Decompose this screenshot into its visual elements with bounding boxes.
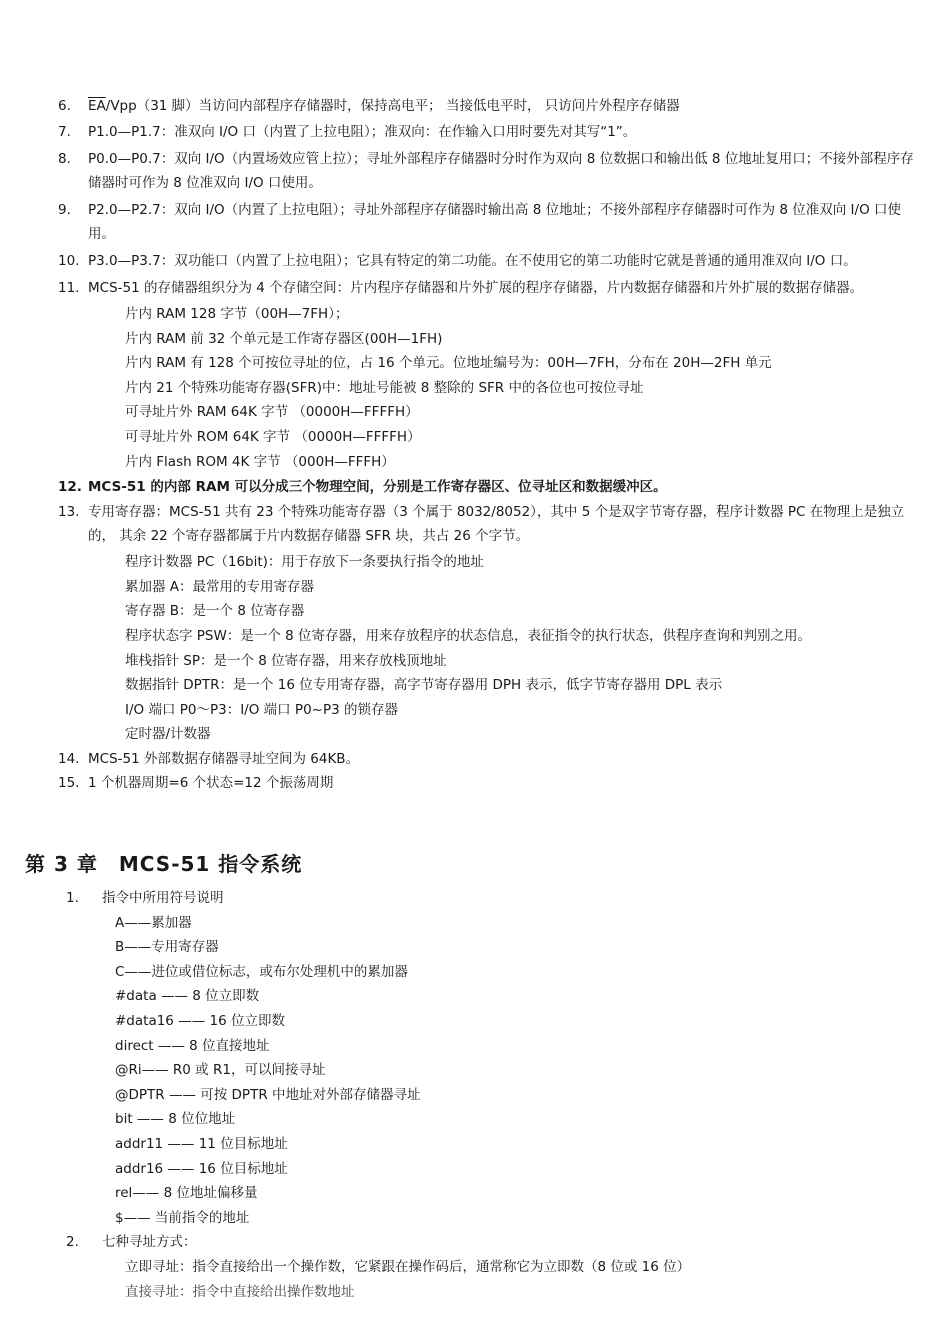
item-number: 15. xyxy=(58,774,80,791)
memory-note: 可寻址片外 ROM 64K 字节 （0000H—FFFFH） xyxy=(125,428,421,445)
notes-list-chapter2 xyxy=(0,94,950,795)
memory-note: 片内 RAM 有 128 个可按位寻址的位，占 16 个单元。位地址编号为：00H—7FH，分布在 20H—2FH 单元 xyxy=(125,355,772,372)
memory-note: 片内 Flash ROM 4K 字节 （000H—FFFH） xyxy=(125,453,395,470)
register-note: 定时器/计数器 xyxy=(125,726,211,743)
list-item-11 xyxy=(0,276,950,300)
symbol-entry: addr11 —— 11 位目标地址 xyxy=(115,1135,288,1152)
memory-note: 片内 RAM 前 32 个单元是工作寄存器区(00H—1FH) xyxy=(125,330,443,347)
register-notes xyxy=(0,550,950,747)
chapter-heading: 第 3 章 MCS-51 指令系统 xyxy=(25,852,303,876)
item-number: 12. xyxy=(58,479,82,496)
item-text: P1.0—P1.7：准双向 I/O 口（内置了上拉电阻）；准双向：在作输入口用时要先对其写“1”。 xyxy=(88,124,637,140)
item-number: 6. xyxy=(58,98,71,114)
item-number: 10. xyxy=(58,253,80,269)
item-text: MCS-51 的存储器组织分为 4 个存储空间：片内程序存储器和片外扩展的程序存储器，片内数据存储器和片外扩展的数据存储器。 xyxy=(88,280,864,296)
memory-note: 片内 RAM 128 字节（00H—7FH）； xyxy=(125,306,349,322)
symbol-entry: direct —— 8 位直接地址 xyxy=(115,1037,270,1054)
symbol-entry: rel—— 8 位地址偏移量 xyxy=(115,1185,258,1202)
list-item-9 xyxy=(0,198,950,246)
symbol-entry: #data —— 8 位立即数 xyxy=(115,988,260,1005)
item-text: MCS-51 外部数据存储器寻址空间为 64KB。 xyxy=(88,750,360,767)
register-note: 累加器 A：最常用的专用寄存器 xyxy=(125,578,315,595)
list-item-14 xyxy=(0,747,950,771)
symbol-entry: @Ri—— R0 或 R1，可以间接寻址 xyxy=(115,1062,326,1079)
item-text: MCS-51 的内部 RAM 可以分成三个物理空间，分别是工作寄存器区、位寻址区和数据缓冲区。 xyxy=(88,479,667,496)
list-item-8 xyxy=(0,147,950,195)
symbol-entry: addr16 —— 16 位目标地址 xyxy=(115,1160,288,1177)
register-note: 数据指针 DPTR：是一个 16 位专用寄存器，高字节寄存器用 DPH 表示，低字节寄存器用 DPL 表示 xyxy=(125,677,723,694)
ea-overline-label: $\overline{EA}$ xyxy=(88,98,106,114)
symbol-entry: bit —— 8 位位地址 xyxy=(115,1111,236,1128)
symbol-entry: C——进位或借位标志，或布尔处理机中的累加器 xyxy=(115,963,408,980)
register-note: 程序状态字 PSW：是一个 8 位寄存器，用来存放程序的状态信息，表征指令的执行状态，供程序查询和判别之用。 xyxy=(125,627,812,644)
cut-off-line: 直接寻址：指令中直接给出操作数地址 xyxy=(125,1283,355,1300)
item-text: P2.0—P2.7：双向 I/O（内置了上拉电阻）；寻址外部程序存储器时输出高 8 位地址；不接外部程序存储器时可作为 8 位准双向 I/O 口使用。 xyxy=(88,202,901,242)
item-text: 七种寻址方式： xyxy=(102,1234,197,1251)
memory-note: 片内 21 个特殊功能寄存器(SFR)中：地址号能被 8 整除的 SFR 中的各位也可按位寻址 xyxy=(125,379,644,396)
list-item-12 xyxy=(0,475,950,499)
register-note: I/O 端口 P0～P3：I/O 端口 P0~P3 的锁存器 xyxy=(125,701,398,718)
item-number: 9. xyxy=(58,202,71,218)
item-text: 1 个机器周期=6 个状态=12 个振荡周期 xyxy=(88,774,334,791)
item-text: 指令中所用符号说明 xyxy=(102,890,224,906)
symbol-entry: $—— 当前指令的地址 xyxy=(115,1209,250,1226)
memory-note: 可寻址片外 RAM 64K 字节 （0000H—FFFFH） xyxy=(125,404,419,421)
notes-list-chapter3 xyxy=(0,886,950,1300)
list-item-7 xyxy=(0,120,950,144)
item-text: P3.0—P3.7：双功能口（内置了上拉电阻）；它具有特定的第二功能。在不使用它的第二功能时它就是普通的通用准双向 I/O 口。 xyxy=(88,253,857,269)
item-text: P0.0—P0.7：双向 I/O（内置场效应管上拉）；寻址外部程序存储器时分时作为双向 8 位数据口和输出低 8 位地址复用口；不接外部程序存储器时可作为 8 位准双向 I/O 口使用。 xyxy=(88,151,914,191)
item-number: 14. xyxy=(58,750,80,767)
symbol-entry: A——累加器 xyxy=(115,914,192,931)
list-item-13 xyxy=(0,500,950,548)
addressing-mode: 立即寻址：指令直接给出一个操作数，它紧跟在操作码后，通常称它为立即数（8 位或 16 位） xyxy=(125,1258,691,1275)
item-number: 8. xyxy=(58,151,71,167)
symbol-entry: @DPTR —— 可按 DPTR 中地址对外部存储器寻址 xyxy=(115,1086,421,1103)
symbol-list xyxy=(0,911,950,1231)
item-number: 1. xyxy=(66,890,79,906)
symbol-entry: #data16 —— 16 位立即数 xyxy=(115,1012,285,1029)
list-item-10 xyxy=(0,249,950,273)
memory-notes xyxy=(0,302,950,474)
item-text: 专用寄存器：MCS-51 共有 23 个特殊功能寄存器（3 个属于 8032/8052），其中 5 个是双字节寄存器，程序计数器 PC 在物理上是独立的， 其余 22 个寄存器都属于片内数据存储器 SFR 块，共占 26 个字节。 xyxy=(88,504,905,545)
register-note: 寄存器 B：是一个 8 位寄存器 xyxy=(125,603,305,620)
item-number: 13. xyxy=(58,504,80,521)
item-number: 11. xyxy=(58,280,80,296)
item-number: 7. xyxy=(58,124,71,140)
item-number: 2. xyxy=(66,1234,79,1251)
register-note: 堆栈指针 SP：是一个 8 位寄存器，用来存放栈顶地址 xyxy=(125,652,447,669)
register-note: 程序计数器 PC（16bit)：用于存放下一条要执行指令的地址 xyxy=(125,554,484,571)
list-item-15 xyxy=(0,771,950,795)
list-item-2 xyxy=(0,1230,950,1255)
symbol-entry: B——专用寄存器 xyxy=(115,939,219,956)
list-item-1 xyxy=(0,886,950,911)
item-text: /Vpp（31 脚）当访问内部程序存储器时，保持高电平； 当接低电平时， 只访问片外程序存储器 xyxy=(105,98,680,114)
list-item-6 xyxy=(0,94,950,118)
